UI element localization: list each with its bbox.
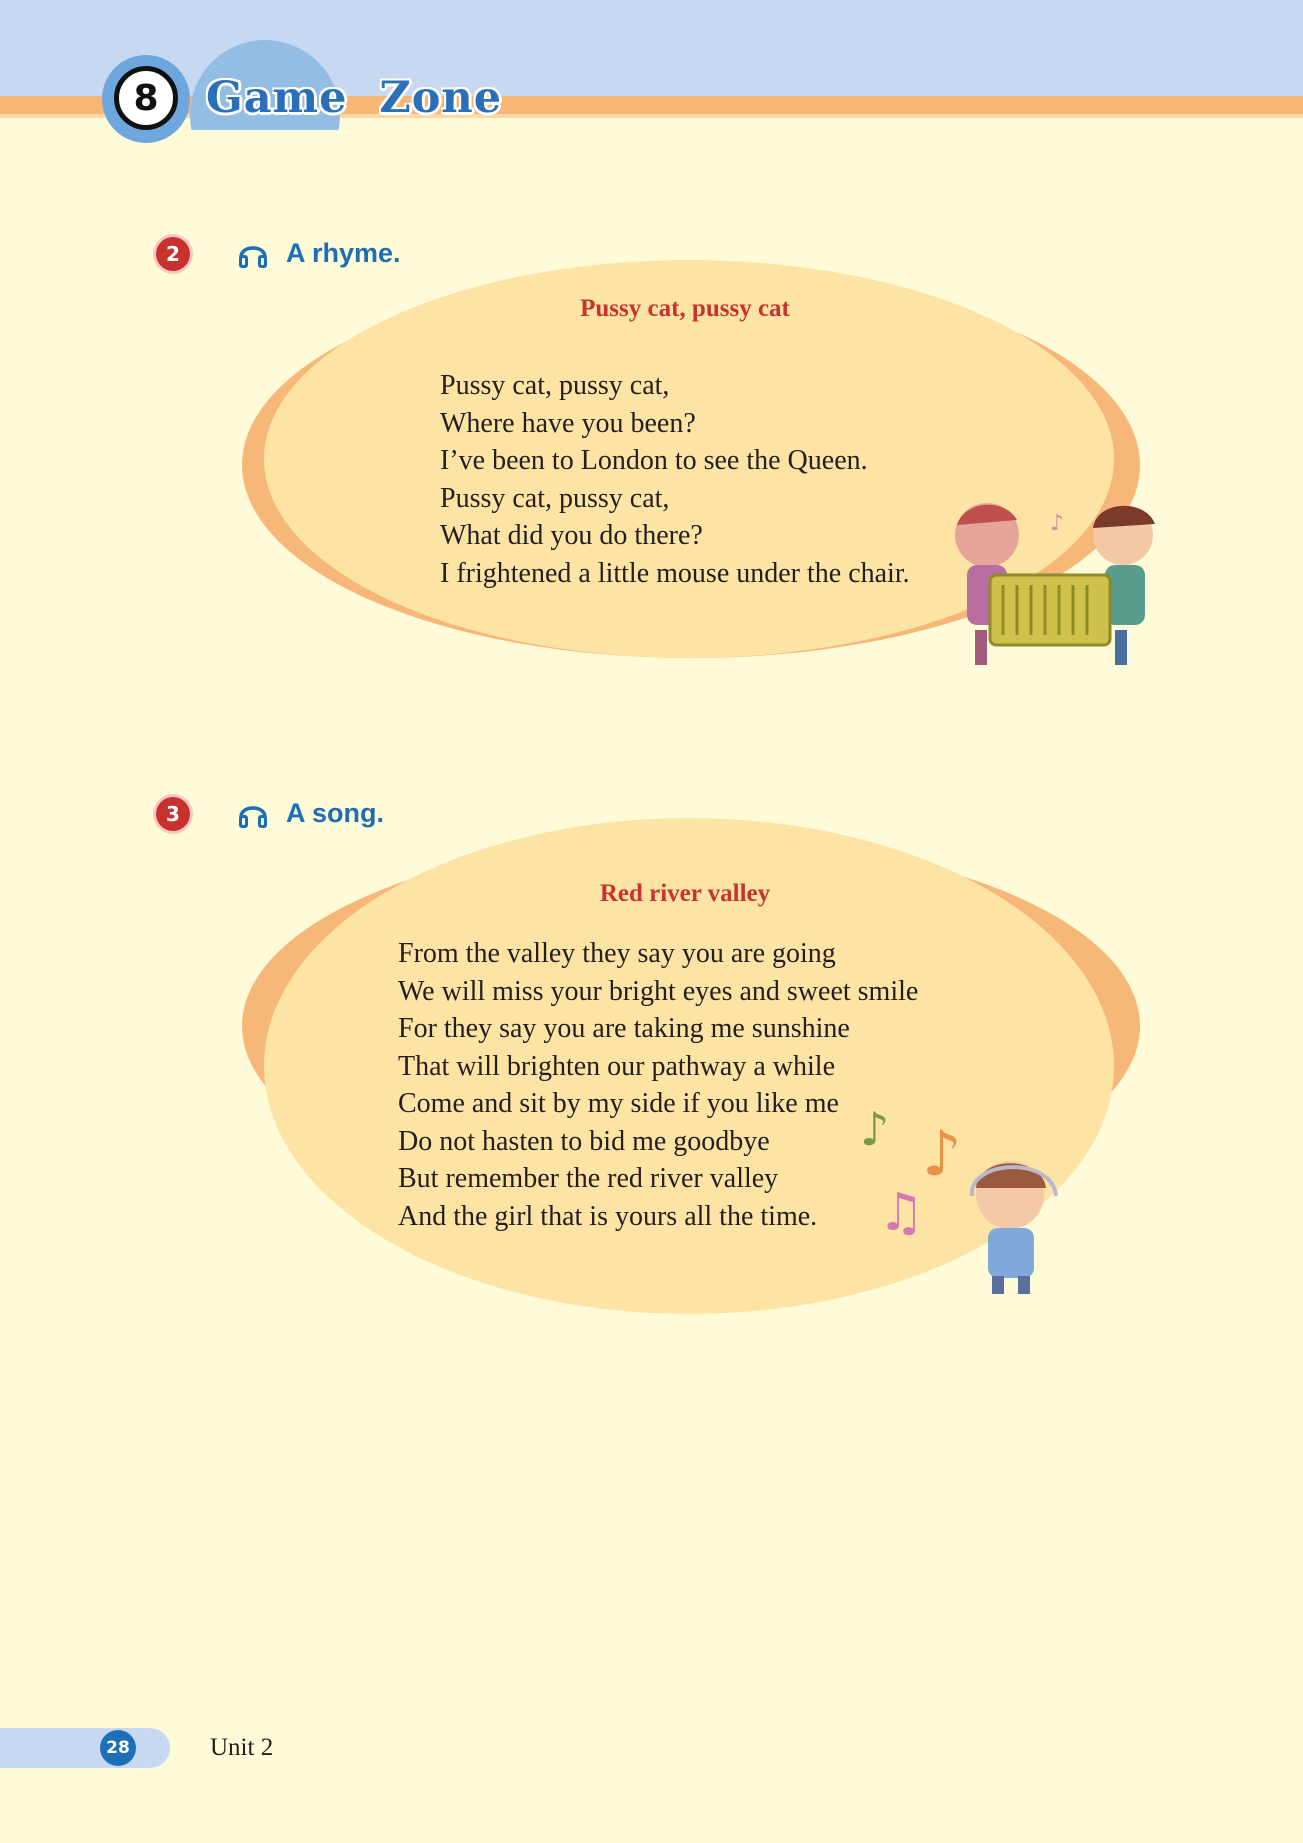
poem-line: But remember the red river valley xyxy=(398,1163,779,1194)
svg-text:♪: ♪ xyxy=(922,1117,962,1190)
poem-line: And the girl that is yours all the time. xyxy=(398,1200,818,1232)
header-band xyxy=(0,0,1303,96)
poem-line: We will miss your bright eyes and sweet smile xyxy=(398,975,919,1007)
poem-line: I’ve been to London to see the Queen. xyxy=(440,445,868,476)
page-number-badge: 28 xyxy=(100,1730,136,1766)
unit-label: Unit 2 xyxy=(210,1734,274,1761)
song-text xyxy=(398,935,918,1235)
poem-line: I frightened a little mouse under the chair. xyxy=(440,557,910,589)
poem-line: For they say you are taking me sunshine xyxy=(398,1013,850,1044)
unit-number-badge: 8 xyxy=(114,66,178,130)
rhyme-title: Pussy cat, pussy cat xyxy=(580,295,790,322)
section-number-badge: 2 xyxy=(156,237,190,271)
poem-line: What did you do there? xyxy=(440,520,703,551)
singing-child-illustration xyxy=(860,1100,1080,1300)
poem-line: Pussy cat, pussy cat, xyxy=(440,482,670,514)
song-title: Red river valley xyxy=(599,880,771,907)
poem-line: Do not hasten to bid me goodbye xyxy=(398,1125,770,1157)
poem-line: Where have you been? xyxy=(440,407,696,439)
poem-line: Come and sit by my side if you like me xyxy=(398,1088,839,1119)
kids-with-sign-illustration xyxy=(935,490,1165,675)
page-title: Game Zone xyxy=(206,73,503,123)
footer-bar xyxy=(0,1728,170,1768)
svg-text:♫: ♫ xyxy=(878,1183,925,1243)
poem-line: Pussy cat, pussy cat, xyxy=(440,370,670,401)
poem-line: That will brighten our pathway a while xyxy=(398,1050,835,1082)
section-label-rhyme: A rhyme. xyxy=(286,238,401,268)
svg-text:♪: ♪ xyxy=(860,1102,890,1156)
headphones-icon[interactable] xyxy=(236,797,270,831)
rhyme-text xyxy=(440,367,910,592)
section-label-song: A song. xyxy=(286,798,384,828)
headphones-icon[interactable] xyxy=(236,237,270,271)
poem-line: From the valley they say you are going xyxy=(398,938,836,969)
svg-text:♪: ♪ xyxy=(1050,511,1065,536)
section-number-badge: 3 xyxy=(156,797,190,831)
